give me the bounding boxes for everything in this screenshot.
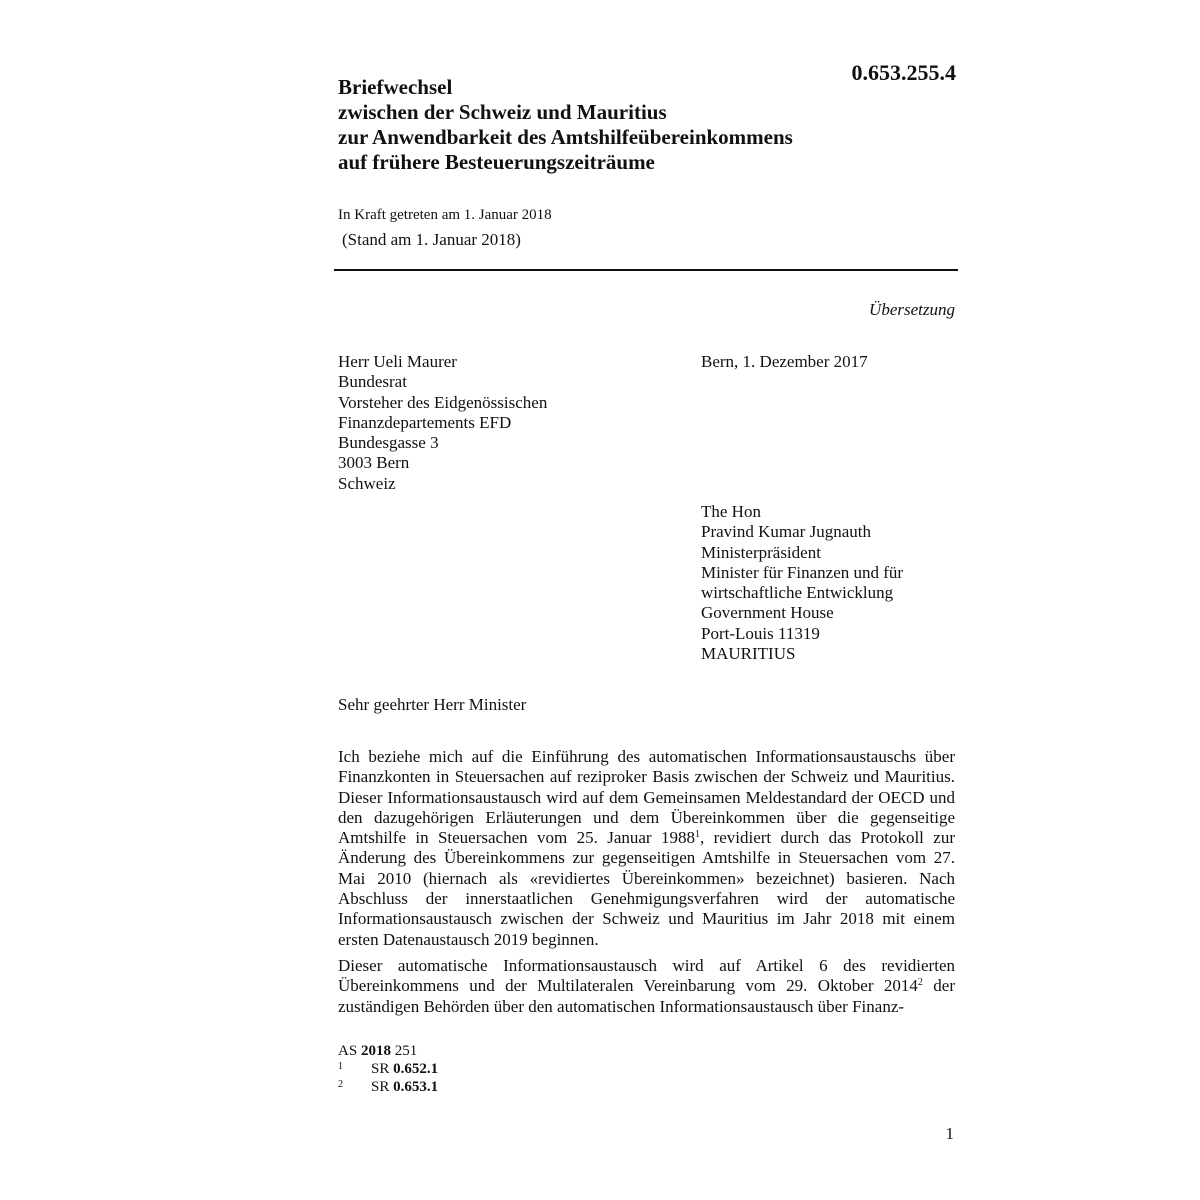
in-force-date: In Kraft getreten am 1. Januar 2018 — [338, 207, 552, 223]
footnote-text — [371, 1079, 438, 1096]
translation-note: Übersetzung — [869, 300, 955, 319]
address-line: The Hon — [701, 502, 761, 521]
address-line: Port-Louis 11319 — [701, 623, 820, 643]
footnote-ref: 0.652.1 — [393, 1061, 439, 1077]
footnote-item — [338, 1079, 738, 1097]
title-line: auf frühere Besteuerungszeiträume — [338, 150, 655, 174]
paragraph-text: Ich beziehe mich auf die Einführung des automatischen Informationsaustauschs über Finanzkonten in Steuersachen auf reziproker Basis zwischen der Schweiz und Mauritius. Dieser Informationsaustausch wird auf dem Gemeinsamen Meldestandard der OECD und den dazugehörigen Erläuterungen und dem Übereinkommen über die gegenseitige Amtshilfe in Steuersachen vom 25. Januar 1988 — [338, 747, 955, 848]
as-page: 251 — [394, 1043, 418, 1059]
address-line: Vorsteher des Eidgenössischen — [338, 392, 548, 412]
as-prefix: AS — [338, 1043, 358, 1059]
address-line: Ministerpräsident — [701, 542, 821, 562]
address-line: Schweiz — [338, 473, 396, 493]
footnote-prefix: SR — [371, 1079, 390, 1095]
address-line: 3003 Bern — [338, 453, 410, 473]
address-line: Government House — [701, 603, 834, 623]
address-line: wirtschaftliche Entwicklung — [701, 583, 894, 603]
address-line: Pravind Kumar Jugnauth — [701, 522, 871, 542]
official-collection-ref — [338, 1043, 738, 1060]
paragraph-text: Dieser automatische Informationsaustausch wird auf Artikel 6 des revidierten Übereinkommens und der Multilateralen Vereinbarung vom 29. Oktober 2014 — [338, 955, 955, 996]
document-title — [338, 75, 918, 175]
sender-address — [338, 352, 678, 494]
footnote-text — [371, 1061, 438, 1078]
address-line: Bundesgasse 3 — [338, 433, 439, 453]
status-date: (Stand am 1. Januar 2018) — [342, 230, 521, 249]
body-paragraph — [338, 956, 955, 1017]
body-paragraph — [338, 747, 955, 950]
address-line: Finanzdepartements EFD — [338, 412, 512, 432]
footnote-mark: 2 — [338, 1079, 343, 1090]
title-line: Briefwechsel — [338, 75, 453, 99]
letter-body — [338, 747, 955, 1023]
sr-number: 0.653.255.4 — [851, 60, 956, 85]
address-line: Bundesrat — [338, 372, 407, 392]
footnote-item — [338, 1061, 738, 1079]
footnote-reference: 1 — [694, 829, 700, 841]
address-line: Minister für Finanzen und für — [701, 562, 904, 582]
title-line: zur Anwendbarkeit des Amtshilfeübereinkommens — [338, 125, 793, 149]
place-date: Bern, 1. Dezember 2017 — [701, 352, 868, 371]
paragraph-text: der zuständigen Behörden über den automatischen Informationsaustausch über Finanz- — [338, 976, 955, 1016]
address-line: MAURITIUS — [701, 644, 796, 664]
page-number: 1 — [945, 1124, 954, 1143]
header-divider — [334, 269, 958, 271]
recipient-address — [701, 502, 961, 664]
footnote-mark: 1 — [338, 1061, 343, 1072]
footnotes-area — [338, 1043, 738, 1097]
paragraph-text: , revidiert durch das Protokoll zur Änderung des Übereinkommens zur gegenseitigen Amtshilfe in Steuersachen vom 27. Mai 2010 (hiernach als «revidiertes Übereinkommen» bezeichnet) basieren. Nach Abschluss der innerstaatlichen Genehmigungsverfahren wird der automatische Informationsaustausch zwischen der Schweiz und Mauritius im Jahr 2018 mit einem ersten Datenaustausch 2019 beginnen. — [338, 828, 955, 949]
footnote-reference: 2 — [917, 977, 923, 989]
footnote-ref: 0.653.1 — [393, 1079, 439, 1095]
as-year: 2018 — [360, 1043, 391, 1059]
title-line: zwischen der Schweiz und Mauritius — [338, 100, 667, 124]
salutation: Sehr geehrter Herr Minister — [338, 695, 527, 714]
address-line: Herr Ueli Maurer — [338, 352, 457, 371]
footnote-prefix: SR — [371, 1061, 390, 1077]
